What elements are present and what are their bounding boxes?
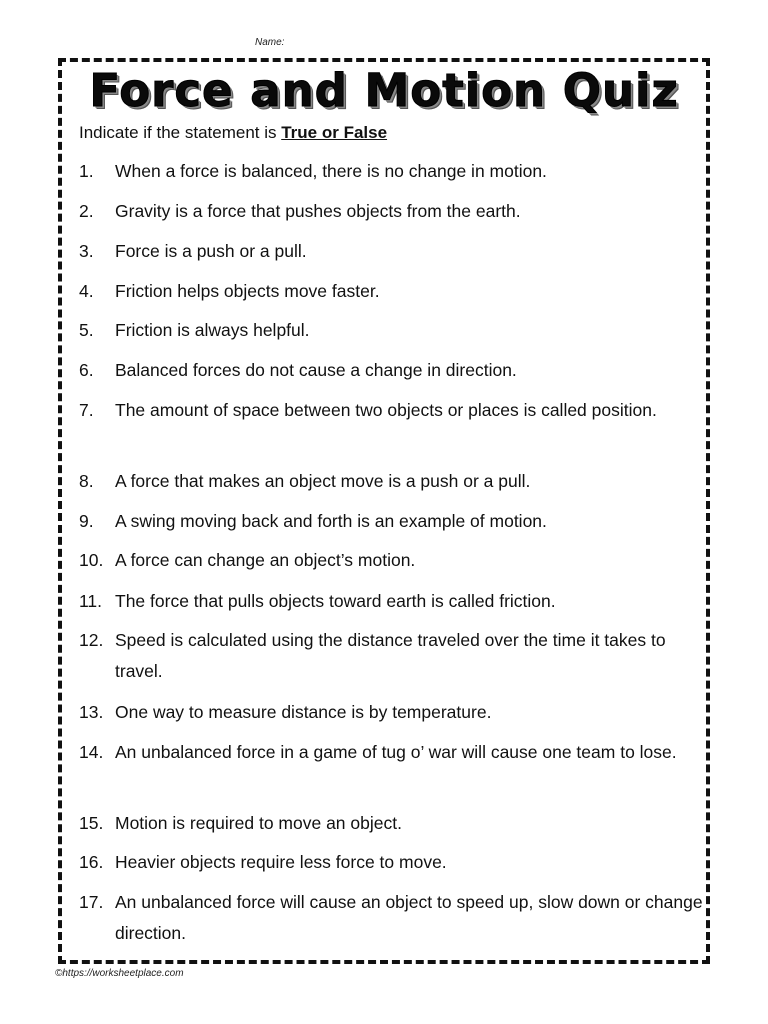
quiz-question	[79, 395, 703, 426]
question-text: When a force is balanced, there is no change in motion.	[115, 161, 547, 181]
question-number: 16.	[79, 852, 104, 872]
question-text: One way to measure distance is by temperature.	[115, 702, 492, 722]
question-text: A force that makes an object move is a push or a pull.	[115, 471, 531, 491]
quiz-question	[79, 847, 703, 878]
quiz-question	[79, 737, 703, 768]
copyright-footer: ©https://worksheetplace.com	[55, 968, 184, 979]
quiz-question	[79, 808, 703, 839]
instruction-prefix: Indicate if the statement is	[79, 123, 282, 142]
question-text: A force can change an object’s motion.	[115, 550, 416, 570]
quiz-question	[79, 236, 703, 267]
question-number: 2.	[79, 201, 94, 221]
question-text: Force is a push or a pull.	[115, 241, 307, 261]
quiz-question	[79, 156, 703, 187]
question-text: Friction helps objects move faster.	[115, 281, 380, 301]
question-text: Motion is required to move an object.	[115, 813, 402, 833]
quiz-question	[79, 506, 703, 537]
question-text: An unbalanced force in a game of tug o’ war will cause one team to lose.	[115, 742, 677, 762]
question-text: Heavier objects require less force to move.	[115, 852, 447, 872]
question-number: 3.	[79, 241, 94, 261]
instruction-text	[79, 122, 387, 144]
question-number: 4.	[79, 281, 94, 301]
question-number: 5.	[79, 320, 94, 340]
quiz-question	[79, 466, 703, 497]
question-number: 1.	[79, 161, 94, 181]
question-number: 14.	[79, 742, 104, 762]
quiz-question	[79, 586, 703, 617]
question-number: 7.	[79, 400, 94, 420]
quiz-question	[79, 276, 703, 307]
question-number: 9.	[79, 511, 94, 531]
quiz-question	[79, 315, 703, 346]
question-number: 8.	[79, 471, 94, 491]
question-number: 12.	[79, 630, 104, 650]
quiz-question	[79, 355, 703, 386]
quiz-question	[79, 625, 703, 687]
question-text: Balanced forces do not cause a change in direction.	[115, 360, 517, 380]
quiz-question	[79, 545, 703, 576]
quiz-question	[79, 887, 703, 949]
instruction-emphasis: True or False	[281, 123, 388, 142]
question-text: Gravity is a force that pushes objects from the earth.	[115, 201, 521, 221]
question-text: Friction is always helpful.	[115, 320, 310, 340]
question-text: A swing moving back and forth is an example of motion.	[115, 511, 547, 531]
name-label: Name:	[255, 37, 285, 48]
question-text: The amount of space between two objects or places is called position.	[115, 400, 657, 420]
page-title: Force and Motion Quiz	[89, 64, 679, 117]
quiz-question	[79, 196, 703, 227]
question-number: 13.	[79, 702, 104, 722]
question-number: 11.	[79, 591, 103, 611]
question-text: The force that pulls objects toward earth is called friction.	[115, 591, 556, 611]
question-number: 17.	[79, 892, 104, 912]
question-text: An unbalanced force will cause an object to speed up, slow down or change direction.	[115, 892, 703, 943]
question-number: 15.	[79, 813, 104, 833]
question-number: 10.	[79, 550, 104, 570]
question-text: Speed is calculated using the distance traveled over the time it takes to travel.	[115, 630, 666, 681]
quiz-question	[79, 697, 703, 728]
question-number: 6.	[79, 360, 94, 380]
